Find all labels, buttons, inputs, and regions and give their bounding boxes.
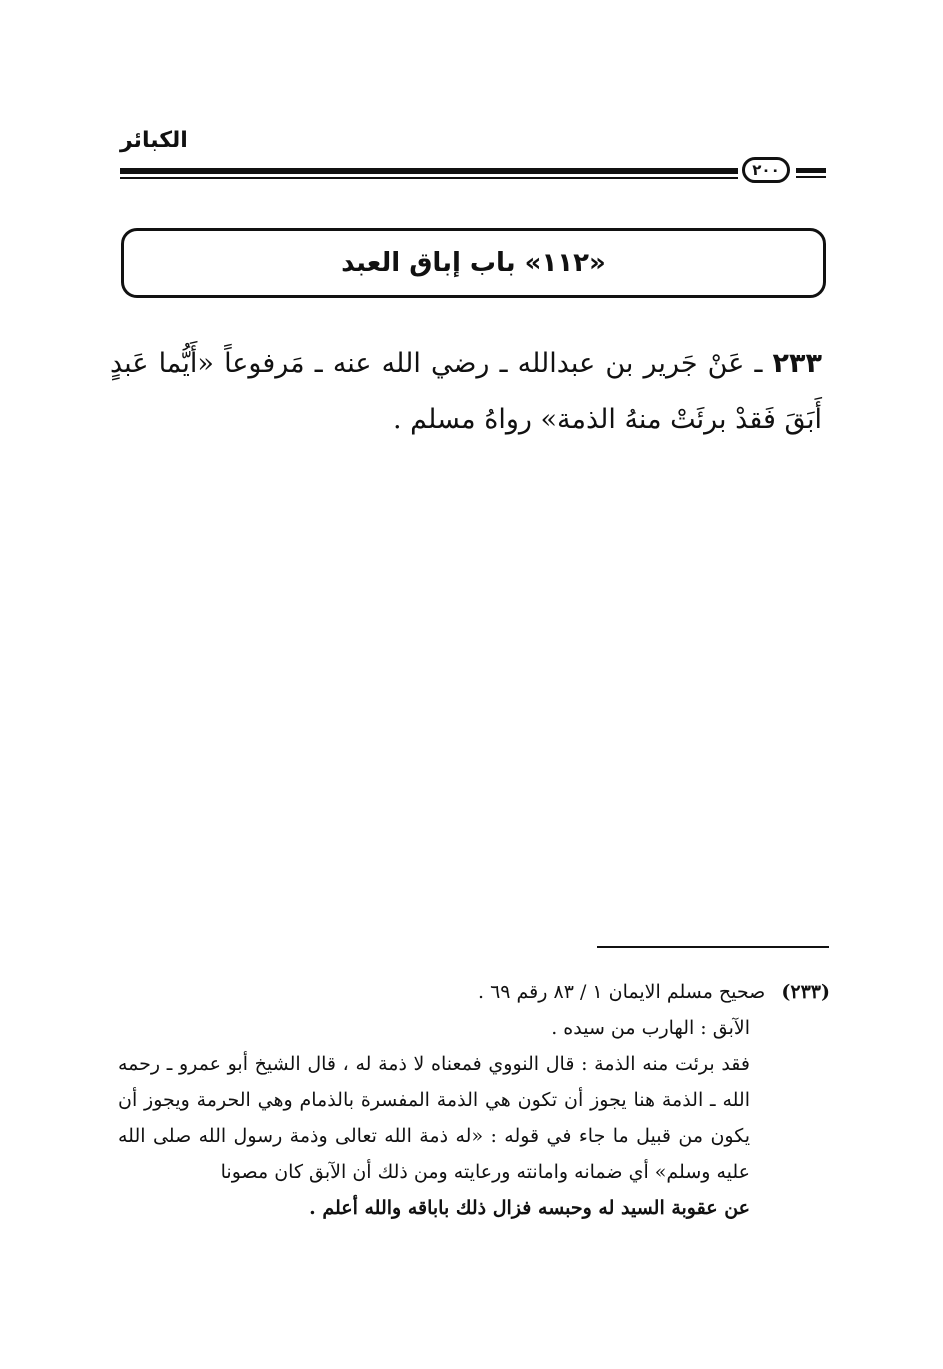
footnote-source: صحيح مسلم الايمان ١ / ٨٣ رقم ٦٩ . bbox=[477, 981, 766, 1003]
running-header-title: الكبائر bbox=[120, 128, 188, 153]
hadith-number: ٢٣٣ bbox=[772, 348, 822, 379]
footnote-conclusion: عن عقوبة السيد له وحبسه فزال ذلك باباقه والله أعلم . bbox=[309, 1197, 750, 1219]
footnotes-block bbox=[118, 974, 830, 1226]
header-rule-right bbox=[796, 168, 826, 178]
footnote-separator bbox=[597, 946, 829, 948]
page-number: ٢٠٠ bbox=[742, 157, 790, 183]
footnote-source-line bbox=[118, 974, 830, 1010]
header-rule bbox=[120, 168, 738, 174]
chapter-heading-box bbox=[121, 228, 826, 298]
header-rule-thin bbox=[120, 177, 738, 179]
chapter-title: «١١٢» باب إباق العبد bbox=[341, 248, 606, 278]
hadith-text: ـ عَنْ جَرير بن عبدالله ـ رضي الله عنه ـ مَرفوعاً «أَيُّما عَبدٍ أَبَقَ فَقدْ برئَتْ منهُ الذمة» رواهُ مسلم . bbox=[110, 348, 822, 435]
footnote-explanation: فقد برئت منه الذمة : قال النووي فمعناه لا ذمة له ، قال الشيخ أبو عمرو ـ رحمه الله ـ الذمة هنا يجوز أن تكون هي الذمة المفسرة بالذمام وهي الحرمة ويجوز أن يكون من قبيل ما جاء في قوله : «له ذمة الله تعالى وذمة رسول الله صلى الله عليه وسلم» أي ضمانه وامانته ورعايته ومن ذلك أن الآبق كان مصونا bbox=[118, 1053, 750, 1183]
footnote-definition: الآبق : الهارب من سيده . bbox=[551, 1017, 750, 1039]
hadith-text-block bbox=[110, 336, 822, 448]
footnote-ref-number: (٢٣٣) bbox=[781, 981, 830, 1003]
